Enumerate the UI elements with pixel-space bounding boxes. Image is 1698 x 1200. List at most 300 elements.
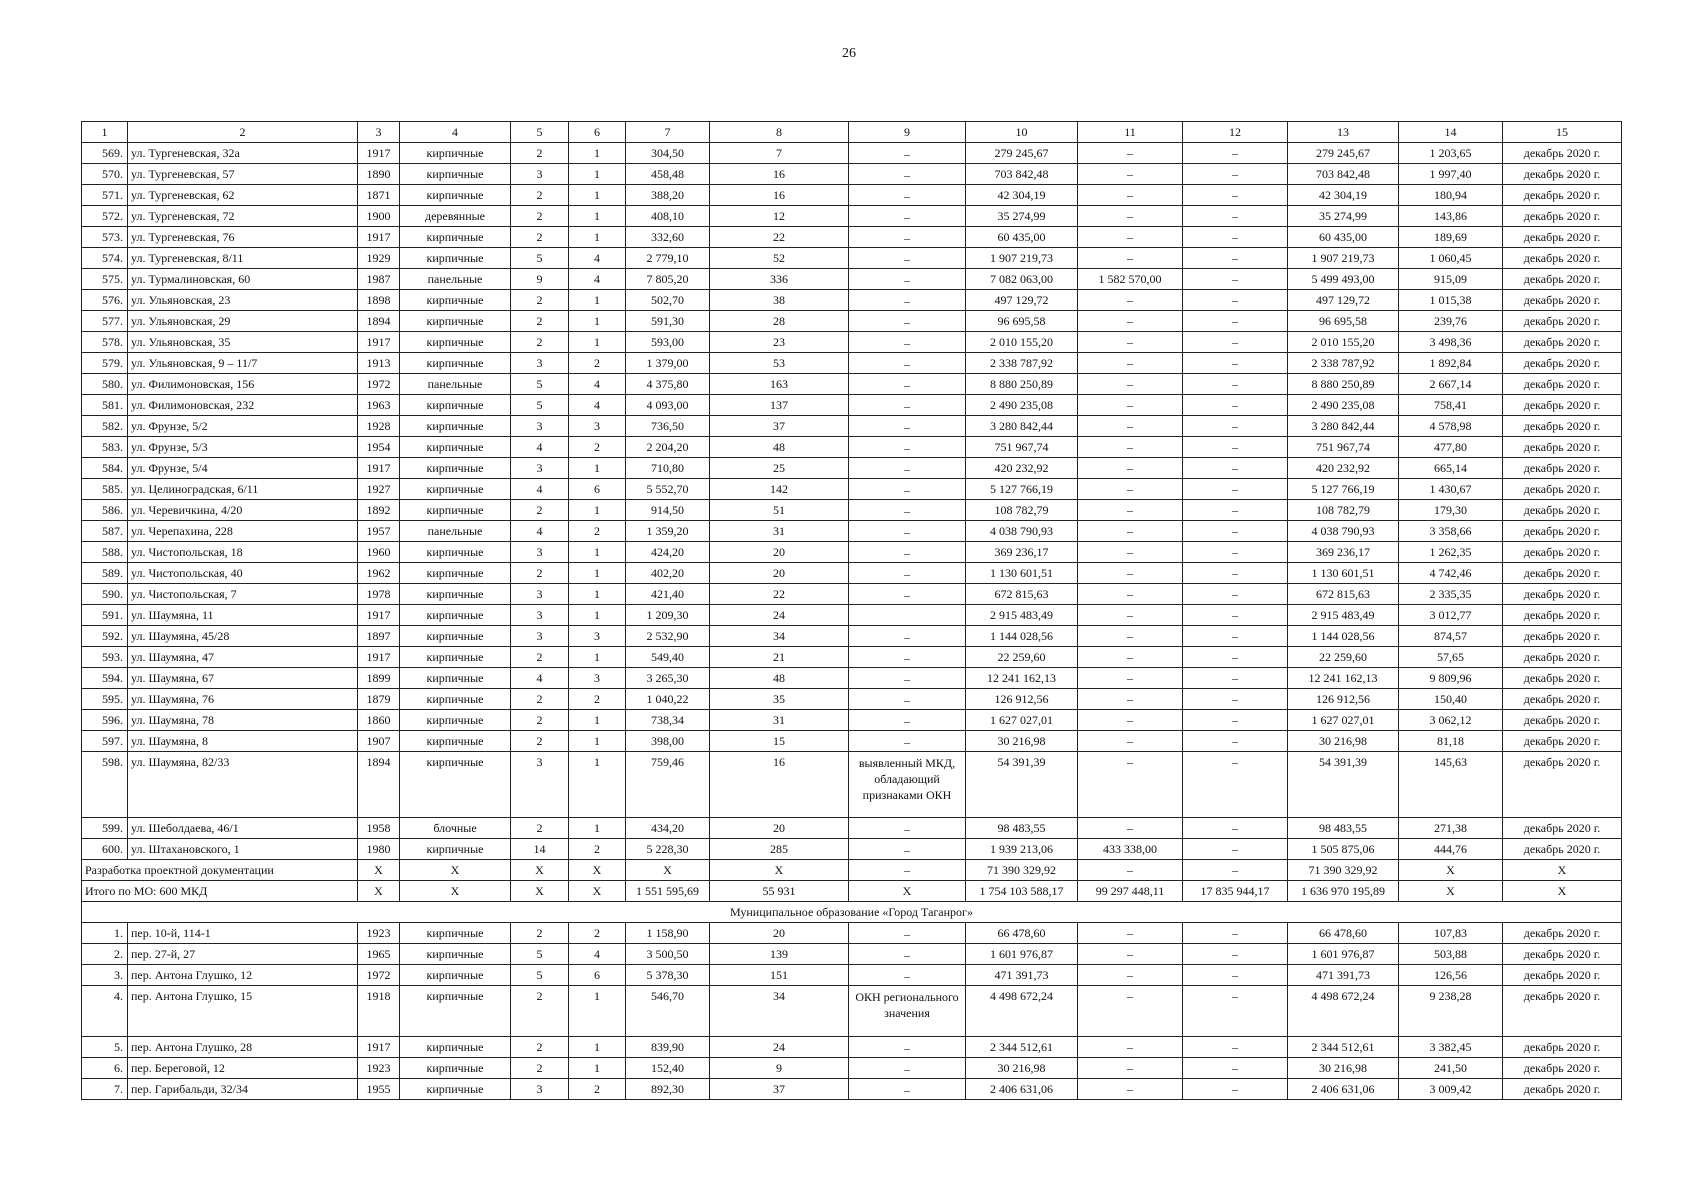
completion-date: декабрь 2020 г.	[1503, 437, 1622, 458]
residents: 52	[710, 248, 849, 269]
wall-material: панельные	[400, 521, 511, 542]
col11-funds: –	[1078, 860, 1183, 881]
entrances: 2	[569, 1079, 626, 1100]
heritage-status: –	[849, 227, 966, 248]
entrances: 1	[569, 710, 626, 731]
column-header: 8	[710, 122, 849, 143]
completion-date: декабрь 2020 г.	[1503, 479, 1622, 500]
col13-funds: 35 274,99	[1288, 206, 1399, 227]
total-cost: 420 232,92	[966, 458, 1078, 479]
row-number: 585.	[82, 479, 128, 500]
col13-funds: 12 241 162,13	[1288, 668, 1399, 689]
wall-material: кирпичные	[400, 311, 511, 332]
col11-funds: –	[1078, 164, 1183, 185]
unit-cost: 3 382,45	[1399, 1037, 1503, 1058]
table-row	[82, 689, 1622, 710]
col13-funds: 420 232,92	[1288, 458, 1399, 479]
year-built: X	[358, 881, 400, 902]
unit-cost: 665,14	[1399, 458, 1503, 479]
table-row	[82, 500, 1622, 521]
table-row	[82, 353, 1622, 374]
col11-funds: –	[1078, 986, 1183, 1037]
col13-funds: 751 967,74	[1288, 437, 1399, 458]
entrances: 6	[569, 965, 626, 986]
floors: 3	[511, 164, 569, 185]
table-row	[82, 839, 1622, 860]
year-built: 1928	[358, 416, 400, 437]
heritage-status: –	[849, 353, 966, 374]
wall-material: кирпичные	[400, 416, 511, 437]
completion-date: декабрь 2020 г.	[1503, 185, 1622, 206]
row-number: 578.	[82, 332, 128, 353]
column-header: 5	[511, 122, 569, 143]
residents: 151	[710, 965, 849, 986]
entrances: 1	[569, 206, 626, 227]
col12-funds: –	[1183, 290, 1288, 311]
completion-date: декабрь 2020 г.	[1503, 647, 1622, 668]
address: ул. Чистопольская, 18	[128, 542, 358, 563]
area: 5 552,70	[626, 479, 710, 500]
area: 2 532,90	[626, 626, 710, 647]
heritage-status: –	[849, 731, 966, 752]
entrances: 2	[569, 521, 626, 542]
address: ул. Шаумяна, 78	[128, 710, 358, 731]
residents: 163	[710, 374, 849, 395]
col13-funds: 1 505 875,06	[1288, 839, 1399, 860]
year-built: 1913	[358, 353, 400, 374]
unit-cost: 150,40	[1399, 689, 1503, 710]
address: ул. Фрунзе, 5/4	[128, 458, 358, 479]
total-cost: 497 129,72	[966, 290, 1078, 311]
residents: 34	[710, 626, 849, 647]
row-number: 589.	[82, 563, 128, 584]
area: 4 093,00	[626, 395, 710, 416]
heritage-status	[849, 605, 966, 626]
wall-material: кирпичные	[400, 164, 511, 185]
col13-funds: 1 144 028,56	[1288, 626, 1399, 647]
row-number: 575.	[82, 269, 128, 290]
unit-cost: 1 892,84	[1399, 353, 1503, 374]
col13-funds: 66 478,60	[1288, 923, 1399, 944]
unit-cost: 2 335,35	[1399, 584, 1503, 605]
wall-material: X	[400, 860, 511, 881]
floors: 2	[511, 647, 569, 668]
area: 1 551 595,69	[626, 881, 710, 902]
year-built: 1972	[358, 965, 400, 986]
col11-funds: –	[1078, 965, 1183, 986]
entrances: 1	[569, 986, 626, 1037]
unit-cost: 57,65	[1399, 647, 1503, 668]
entrances: 2	[569, 923, 626, 944]
area: 5 228,30	[626, 839, 710, 860]
address: ул. Шаумяна, 8	[128, 731, 358, 752]
col13-funds: 22 259,60	[1288, 647, 1399, 668]
heritage-status: –	[849, 563, 966, 584]
entrances: 3	[569, 416, 626, 437]
col11-funds: –	[1078, 818, 1183, 839]
unit-cost: 1 015,38	[1399, 290, 1503, 311]
table-row	[82, 479, 1622, 500]
col12-funds: –	[1183, 479, 1288, 500]
floors: 4	[511, 668, 569, 689]
column-header: 7	[626, 122, 710, 143]
completion-date: декабрь 2020 г.	[1503, 731, 1622, 752]
heritage-status: ОКН регионального значения	[849, 986, 966, 1037]
col12-funds: –	[1183, 605, 1288, 626]
unit-cost: 758,41	[1399, 395, 1503, 416]
completion-date: декабрь 2020 г.	[1503, 752, 1622, 818]
table-row	[82, 437, 1622, 458]
row-number: 1.	[82, 923, 128, 944]
address: ул. Штахановского, 1	[128, 839, 358, 860]
total-cost: 1 939 213,06	[966, 839, 1078, 860]
year-built: 1917	[358, 227, 400, 248]
col13-funds: 96 695,58	[1288, 311, 1399, 332]
completion-date: декабрь 2020 г.	[1503, 965, 1622, 986]
unit-cost: 1 430,67	[1399, 479, 1503, 500]
total-cost: 2 915 483,49	[966, 605, 1078, 626]
floors: 5	[511, 944, 569, 965]
table-row	[82, 143, 1622, 164]
col12-funds: –	[1183, 395, 1288, 416]
completion-date: декабрь 2020 г.	[1503, 206, 1622, 227]
summary-label: Разработка проектной документации	[82, 860, 358, 881]
heritage-status: –	[849, 689, 966, 710]
table-row	[82, 248, 1622, 269]
heritage-status: –	[849, 479, 966, 500]
col11-funds: –	[1078, 647, 1183, 668]
area: 1 379,00	[626, 353, 710, 374]
col12-funds: –	[1183, 1058, 1288, 1079]
col11-funds: 1 582 570,00	[1078, 269, 1183, 290]
heritage-status: –	[849, 1037, 966, 1058]
col13-funds: 2 406 631,06	[1288, 1079, 1399, 1100]
year-built: 1897	[358, 626, 400, 647]
heritage-status: –	[849, 542, 966, 563]
wall-material: кирпичные	[400, 1079, 511, 1100]
col13-funds: 2 915 483,49	[1288, 605, 1399, 626]
address: ул. Фрунзе, 5/2	[128, 416, 358, 437]
total-cost: 12 241 162,13	[966, 668, 1078, 689]
table-row	[82, 584, 1622, 605]
address: ул. Целиноградская, 6/11	[128, 479, 358, 500]
row-number: 5.	[82, 1037, 128, 1058]
address: ул. Ульяновская, 29	[128, 311, 358, 332]
completion-date: декабрь 2020 г.	[1503, 563, 1622, 584]
entrances: 3	[569, 626, 626, 647]
total-cost: 8 880 250,89	[966, 374, 1078, 395]
address: ул. Филимоновская, 156	[128, 374, 358, 395]
address: ул. Тургеневская, 57	[128, 164, 358, 185]
entrances: 1	[569, 143, 626, 164]
floors: 2	[511, 143, 569, 164]
row-number: 3.	[82, 965, 128, 986]
completion-date: декабрь 2020 г.	[1503, 605, 1622, 626]
unit-cost: 3 009,42	[1399, 1079, 1503, 1100]
residents: 55 931	[710, 881, 849, 902]
col13-funds: 2 010 155,20	[1288, 332, 1399, 353]
col13-funds: 471 391,73	[1288, 965, 1399, 986]
year-built: 1900	[358, 206, 400, 227]
unit-cost: X	[1399, 881, 1503, 902]
completion-date: декабрь 2020 г.	[1503, 290, 1622, 311]
entrances: 1	[569, 1037, 626, 1058]
wall-material: кирпичные	[400, 332, 511, 353]
wall-material: панельные	[400, 269, 511, 290]
address: ул. Черепахина, 228	[128, 521, 358, 542]
row-number: 596.	[82, 710, 128, 731]
total-cost: 54 391,39	[966, 752, 1078, 818]
total-cost: 5 127 766,19	[966, 479, 1078, 500]
total-cost: 369 236,17	[966, 542, 1078, 563]
col12-funds: –	[1183, 500, 1288, 521]
total-cost: 2 338 787,92	[966, 353, 1078, 374]
table-row	[82, 668, 1622, 689]
table-row	[82, 395, 1622, 416]
col13-funds: 42 304,19	[1288, 185, 1399, 206]
completion-date: декабрь 2020 г.	[1503, 269, 1622, 290]
col11-funds: –	[1078, 563, 1183, 584]
completion-date: декабрь 2020 г.	[1503, 689, 1622, 710]
entrances: 2	[569, 437, 626, 458]
wall-material: кирпичные	[400, 731, 511, 752]
heritage-status: –	[849, 395, 966, 416]
residents: 20	[710, 818, 849, 839]
completion-date: декабрь 2020 г.	[1503, 1079, 1622, 1100]
unit-cost: 3 498,36	[1399, 332, 1503, 353]
column-header: 10	[966, 122, 1078, 143]
table-row	[82, 521, 1622, 542]
heritage-status: –	[849, 437, 966, 458]
col11-funds: –	[1078, 1037, 1183, 1058]
row-number: 590.	[82, 584, 128, 605]
year-built: 1963	[358, 395, 400, 416]
heritage-status: –	[849, 839, 966, 860]
completion-date: декабрь 2020 г.	[1503, 818, 1622, 839]
unit-cost: 179,30	[1399, 500, 1503, 521]
year-built: 1958	[358, 818, 400, 839]
entrances: 1	[569, 752, 626, 818]
year-built: 1890	[358, 164, 400, 185]
entrances: 1	[569, 1058, 626, 1079]
total-cost: 2 406 631,06	[966, 1079, 1078, 1100]
row-number: 595.	[82, 689, 128, 710]
entrances: 1	[569, 584, 626, 605]
completion-date: декабрь 2020 г.	[1503, 311, 1622, 332]
row-number: 598.	[82, 752, 128, 818]
floors: 4	[511, 437, 569, 458]
completion-date: декабрь 2020 г.	[1503, 584, 1622, 605]
floors: 2	[511, 689, 569, 710]
col11-funds: –	[1078, 143, 1183, 164]
col12-funds: –	[1183, 689, 1288, 710]
wall-material: блочные	[400, 818, 511, 839]
total-cost: 3 280 842,44	[966, 416, 1078, 437]
heritage-status: –	[849, 332, 966, 353]
unit-cost: 915,09	[1399, 269, 1503, 290]
unit-cost: 1 997,40	[1399, 164, 1503, 185]
total-cost: 96 695,58	[966, 311, 1078, 332]
unit-cost: 9 809,96	[1399, 668, 1503, 689]
area: 3 500,50	[626, 944, 710, 965]
heritage-status: –	[849, 458, 966, 479]
area: X	[626, 860, 710, 881]
area: 546,70	[626, 986, 710, 1037]
col12-funds: –	[1183, 143, 1288, 164]
table-row	[82, 710, 1622, 731]
year-built: 1871	[358, 185, 400, 206]
completion-date: декабрь 2020 г.	[1503, 1037, 1622, 1058]
wall-material: кирпичные	[400, 944, 511, 965]
row-number: 583.	[82, 437, 128, 458]
unit-cost: 107,83	[1399, 923, 1503, 944]
year-built: 1917	[358, 1037, 400, 1058]
col11-funds: –	[1078, 668, 1183, 689]
area: 736,50	[626, 416, 710, 437]
total-cost: 7 082 063,00	[966, 269, 1078, 290]
entrances: 4	[569, 248, 626, 269]
col12-funds: –	[1183, 752, 1288, 818]
area: 2 779,10	[626, 248, 710, 269]
floors: 2	[511, 563, 569, 584]
residents: 15	[710, 731, 849, 752]
section-title: Муниципальное образование «Город Таганрог»	[82, 902, 1622, 923]
residents: 31	[710, 521, 849, 542]
wall-material: кирпичные	[400, 227, 511, 248]
entrances: 4	[569, 269, 626, 290]
col11-funds: –	[1078, 521, 1183, 542]
heritage-status: –	[849, 710, 966, 731]
area: 1 359,20	[626, 521, 710, 542]
wall-material: кирпичные	[400, 1058, 511, 1079]
address: ул. Чистопольская, 40	[128, 563, 358, 584]
year-built: 1923	[358, 1058, 400, 1079]
column-header: 12	[1183, 122, 1288, 143]
floors: 2	[511, 1037, 569, 1058]
year-built: 1860	[358, 710, 400, 731]
address: ул. Шаумяна, 67	[128, 668, 358, 689]
residents: 24	[710, 1037, 849, 1058]
completion-date: декабрь 2020 г.	[1503, 542, 1622, 563]
table-row	[82, 965, 1622, 986]
table-row	[82, 626, 1622, 647]
floors: 2	[511, 206, 569, 227]
completion-date: декабрь 2020 г.	[1503, 710, 1622, 731]
wall-material: кирпичные	[400, 563, 511, 584]
year-built: 1917	[358, 458, 400, 479]
total-cost: 751 967,74	[966, 437, 1078, 458]
unit-cost: 3 062,12	[1399, 710, 1503, 731]
unit-cost: 81,18	[1399, 731, 1503, 752]
residents: X	[710, 860, 849, 881]
floors: 4	[511, 521, 569, 542]
residents: 51	[710, 500, 849, 521]
completion-date: декабрь 2020 г.	[1503, 839, 1622, 860]
col12-funds: –	[1183, 416, 1288, 437]
area: 892,30	[626, 1079, 710, 1100]
area: 304,50	[626, 143, 710, 164]
area: 4 375,80	[626, 374, 710, 395]
col12-funds: –	[1183, 458, 1288, 479]
unit-cost: 239,76	[1399, 311, 1503, 332]
completion-date: декабрь 2020 г.	[1503, 374, 1622, 395]
floors: 3	[511, 584, 569, 605]
col12-funds: –	[1183, 332, 1288, 353]
col12-funds: –	[1183, 374, 1288, 395]
col11-funds: –	[1078, 437, 1183, 458]
row-number: 574.	[82, 248, 128, 269]
col12-funds: –	[1183, 965, 1288, 986]
residents: 20	[710, 923, 849, 944]
floors: 5	[511, 965, 569, 986]
col13-funds: 3 280 842,44	[1288, 416, 1399, 437]
row-number: 592.	[82, 626, 128, 647]
column-header: 15	[1503, 122, 1622, 143]
completion-date: декабрь 2020 г.	[1503, 626, 1622, 647]
col11-funds: –	[1078, 227, 1183, 248]
unit-cost: 2 667,14	[1399, 374, 1503, 395]
col11-funds: –	[1078, 458, 1183, 479]
total-cost: 60 435,00	[966, 227, 1078, 248]
heritage-status: X	[849, 881, 966, 902]
table-row	[82, 818, 1622, 839]
completion-date: декабрь 2020 г.	[1503, 227, 1622, 248]
residents: 22	[710, 584, 849, 605]
col11-funds: –	[1078, 923, 1183, 944]
total-cost: 2 010 155,20	[966, 332, 1078, 353]
floors: 14	[511, 839, 569, 860]
col12-funds: –	[1183, 563, 1288, 584]
column-header: 1	[82, 122, 128, 143]
col12-funds: –	[1183, 986, 1288, 1037]
floors: 3	[511, 752, 569, 818]
floors: 3	[511, 542, 569, 563]
unit-cost: X	[1399, 860, 1503, 881]
col12-funds: –	[1183, 860, 1288, 881]
unit-cost: 143,86	[1399, 206, 1503, 227]
completion-date: декабрь 2020 г.	[1503, 668, 1622, 689]
floors: 9	[511, 269, 569, 290]
col12-funds: –	[1183, 248, 1288, 269]
table-row	[82, 542, 1622, 563]
address: пер. Антона Глушко, 15	[128, 986, 358, 1037]
col12-funds: –	[1183, 1079, 1288, 1100]
completion-date: X	[1503, 860, 1622, 881]
residents: 21	[710, 647, 849, 668]
col12-funds: –	[1183, 542, 1288, 563]
heritage-status: –	[849, 185, 966, 206]
col11-funds: –	[1078, 395, 1183, 416]
residents: 9	[710, 1058, 849, 1079]
wall-material: кирпичные	[400, 290, 511, 311]
floors: 2	[511, 290, 569, 311]
wall-material: кирпичные	[400, 458, 511, 479]
residents: 48	[710, 668, 849, 689]
entrances: 1	[569, 818, 626, 839]
address: ул. Тургеневская, 32а	[128, 143, 358, 164]
floors: 3	[511, 416, 569, 437]
address: ул. Чистопольская, 7	[128, 584, 358, 605]
floors: 2	[511, 311, 569, 332]
table-row	[82, 206, 1622, 227]
completion-date: декабрь 2020 г.	[1503, 395, 1622, 416]
total-cost: 2 344 512,61	[966, 1037, 1078, 1058]
address: пер. Береговой, 12	[128, 1058, 358, 1079]
col13-funds: 1 130 601,51	[1288, 563, 1399, 584]
wall-material: кирпичные	[400, 626, 511, 647]
residents: 23	[710, 332, 849, 353]
unit-cost: 874,57	[1399, 626, 1503, 647]
